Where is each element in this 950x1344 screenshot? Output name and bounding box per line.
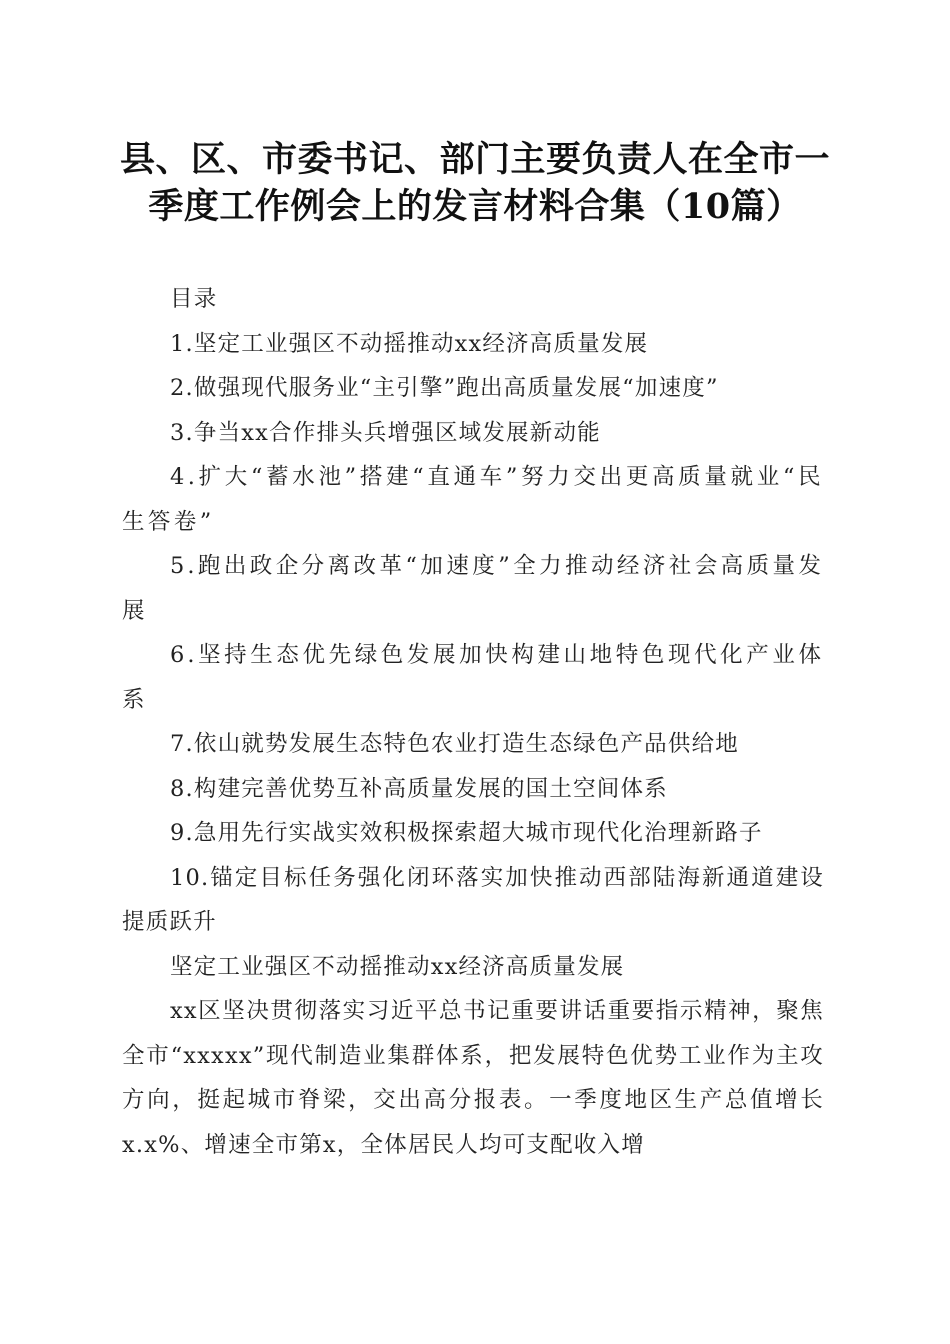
title-line-2: 季度工作例会上的发言材料合集（10篇） xyxy=(148,186,802,227)
section-title: 坚定工业强区不动摇推动xx经济高质量发展 xyxy=(170,953,625,980)
toc-item-5: 5.跑出政企分离改革“加速度”全力推动经济社会高质量发展 xyxy=(122,553,824,624)
section-paragraph: xx区坚决贯彻落实习近平总书记重要讲话重要指示精神，聚焦全市“xxxxx”现代制造业集群体系，把发展特色优势工业作为主攻方向，挺起城市脊梁，交出高分报表。一季度地区生产总值增长x.x%、增速全市第x，全体居民人均可支配收入增 xyxy=(122,998,824,1158)
title-line-1: 县、区、市委书记、部门主要负责人在全市一 xyxy=(119,139,830,180)
toc-item-8: 8.构建完善优势互补高质量发展的国土空间体系 xyxy=(170,775,668,802)
toc-item-6: 6.坚持生态优先绿色发展加快构建山地特色现代化产业体系 xyxy=(122,642,824,713)
document-body xyxy=(122,277,824,1167)
toc-item-7: 7.依山就势发展生态特色农业打造生态绿色产品供给地 xyxy=(170,731,739,757)
toc-heading: 目录 xyxy=(170,286,218,312)
document-title xyxy=(100,136,850,230)
toc-item-1: 1.坚定工业强区不动摇推动xx经济高质量发展 xyxy=(170,330,649,357)
toc-item-10: 10.锚定目标任务强化闭环落实加快推动西部陆海新通道建设提质跃升 xyxy=(122,864,824,935)
toc-item-9: 9.急用先行实战实效积极探索超大城市现代化治理新路子 xyxy=(170,820,763,846)
toc-item-4: 4.扩大“蓄水池”搭建“直通车”努力交出更高质量就业“民生答卷” xyxy=(122,464,824,535)
toc-item-3: 3.争当xx合作排头兵增强区域发展新动能 xyxy=(170,419,601,446)
toc-item-2: 2.做强现代服务业“主引擎”跑出高质量发展“加速度” xyxy=(170,375,719,401)
